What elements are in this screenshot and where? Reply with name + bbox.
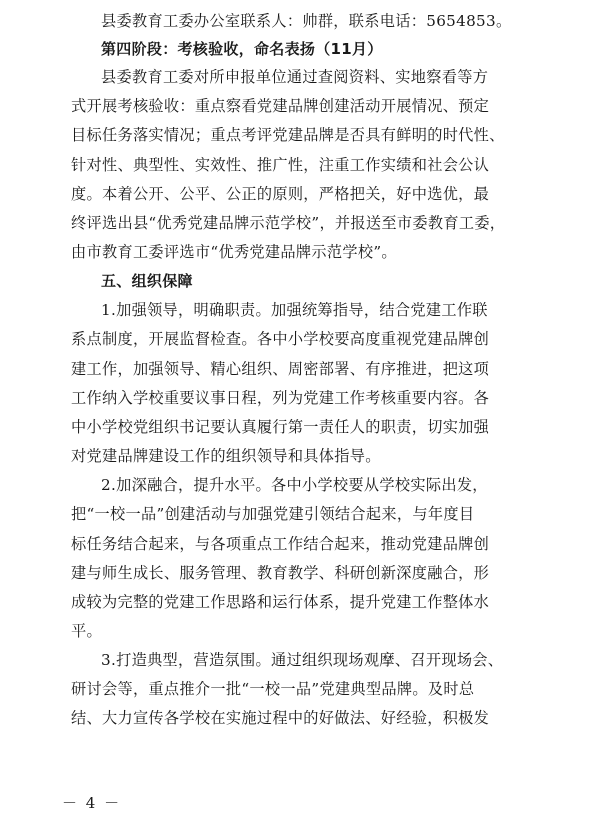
text-line: 3.打造典型，营造氛围。通过组织现场观摩、召开现场会、: [101, 651, 504, 669]
text-line: 平。: [71, 622, 102, 640]
text-line: 建与师生成长、服务管理、教育教学、科研创新深度融合，形: [71, 564, 490, 582]
text-line: 对党建品牌建设工作的组织领导和具体指导。: [71, 447, 381, 465]
text-line: 1.加强领导，明确职责。加强统筹指导，结合党建工作联: [101, 301, 488, 319]
text-line: 由市教育工委评选市“优秀党建品牌示范学校”。: [71, 243, 397, 261]
text-line: 建工作，加强领导、精心组织、周密部署、有序推进，把这项: [71, 360, 490, 378]
section-heading: 第四阶段：考核验收，命名表扬（11月）: [101, 40, 383, 58]
text-line: 中小学校党组织书记要认真履行第一责任人的职责，切实加强: [71, 418, 490, 436]
text-line: 标任务结合起来，与各项重点工作结合起来，推动党建品牌创: [71, 535, 490, 553]
text-line: 2.加深融合，提升水平。各中小学校要从学校实际出发，: [101, 476, 488, 494]
text-line: 县委教育工委对所申报单位通过查阅资料、实地察看等方: [101, 68, 489, 86]
text-line: 度。本着公开、公平、公正的原则，严格把关，好中选优，最: [71, 185, 490, 203]
text-line: 终评选出县“优秀党建品牌示范学校”，并报送至市委教育工委，: [71, 214, 506, 232]
text-line: 成较为完整的党建工作思路和运行体系，提升党建工作整体水: [71, 593, 490, 611]
text-line: 系点制度，开展监督检查。各中小学校要高度重视党建品牌创: [71, 330, 490, 348]
text-line: 把“一校一品”创建活动与加强党建引领结合起来，与年度目: [71, 505, 475, 523]
text-line: 针对性、典型性、实效性、推广性，注重工作实绩和社会公认: [71, 156, 490, 174]
text-line: 县委教育工委办公室联系人：帅群，联系电话：5654853。: [101, 12, 512, 30]
section-heading: 五、组织保障: [101, 272, 193, 290]
text-line: 目标任务落实情况；重点考评党建品牌是否具有鲜明的时代性、: [71, 126, 505, 144]
text-line: 工作纳入学校重要议事日程，列为党建工作考核重要内容。各: [71, 389, 490, 407]
text-line: 结、大力宣传各学校在实施过程中的好做法、好经验，积极发: [71, 709, 490, 727]
text-line: 研讨会等，重点推介一批“一校一品”党建典型品牌。及时总: [71, 680, 475, 698]
page-number: － 4 －: [62, 794, 122, 812]
text-line: 式开展考核验收：重点察看党建品牌创建活动开展情况、预定: [71, 97, 490, 115]
